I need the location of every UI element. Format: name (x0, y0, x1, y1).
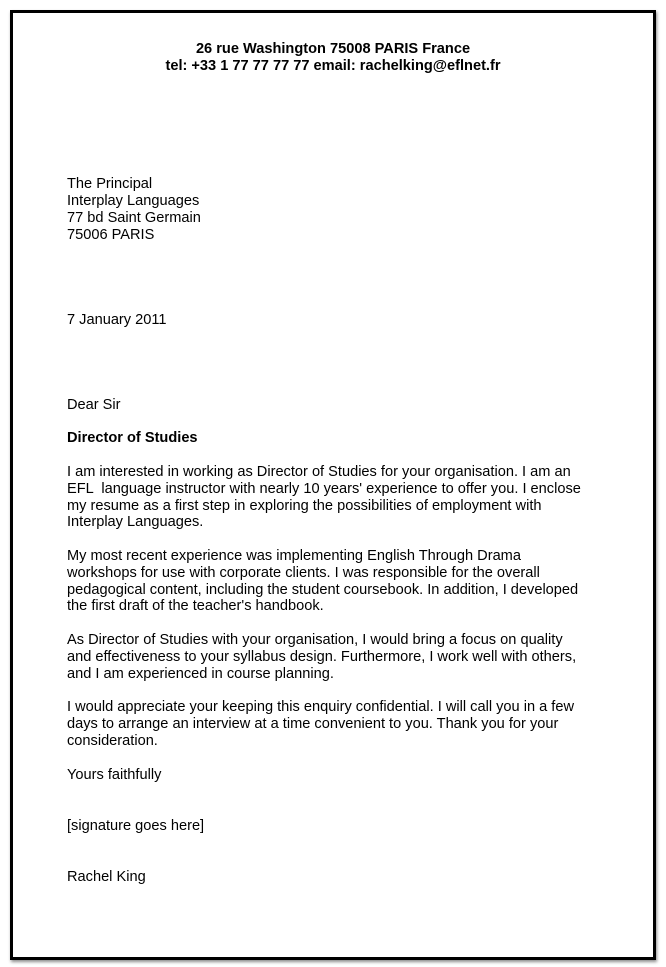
signature-placeholder: [signature goes here] (67, 818, 205, 834)
body-paragraph-1 (67, 464, 581, 531)
paragraph-line: workshops for use with corporate clients. I was responsible for the overall (67, 564, 540, 581)
signer-name: Rachel King (67, 869, 146, 885)
paragraph-line: My most recent experience was implementing English Through Drama (67, 548, 521, 564)
paragraph-line: and effectiveness to your syllabus design. Furthermore, I work well with others, (67, 648, 577, 665)
salutation: Dear Sir (67, 397, 121, 413)
paragraph-line: consideration. (67, 732, 158, 749)
paragraph-line: I am interested in working as Director of Studies for your organisation. I am an (67, 464, 571, 480)
paragraph-line: pedagogical content, including the student coursebook. In addition, I developed (67, 581, 579, 598)
subject-line: Director of Studies (67, 430, 198, 446)
paragraph-line: my resume as a first step in exploring the possibilities of employment with (67, 497, 542, 514)
closing: Yours faithfully (67, 767, 162, 783)
paragraph-line: and I am experienced in course planning. (67, 665, 334, 682)
paragraph-line: As Director of Studies with your organisation, I would bring a focus on quality (67, 632, 563, 648)
paragraph-line: days to arrange an interview at a time convenient to you. Thank you for your (67, 715, 559, 732)
recipient-street: 77 bd Saint Germain (67, 210, 201, 226)
paragraph-line: the first draft of the teacher's handbook. (67, 598, 324, 615)
sender-contact: tel: +33 1 77 77 77 77 email: rachelking@eflnet.fr (165, 58, 501, 74)
recipient-city: 75006 PARIS (67, 227, 155, 243)
recipient-organisation: Interplay Languages (67, 193, 200, 209)
body-paragraph-2 (67, 548, 578, 615)
sender-address: 26 rue Washington 75008 PARIS France (195, 41, 471, 57)
paragraph-line: EFL language instructor with nearly 10 years' experience to offer you. I enclose (67, 480, 581, 497)
body-paragraph-3 (67, 632, 576, 682)
body-paragraph-4 (67, 699, 574, 749)
paragraph-line: Interplay Languages. (67, 514, 204, 531)
recipient-title: The Principal (67, 176, 153, 192)
paragraph-line: I would appreciate your keeping this enquiry confidential. I will call you in a few (67, 699, 575, 715)
letter-date: 7 January 2011 (67, 312, 167, 328)
